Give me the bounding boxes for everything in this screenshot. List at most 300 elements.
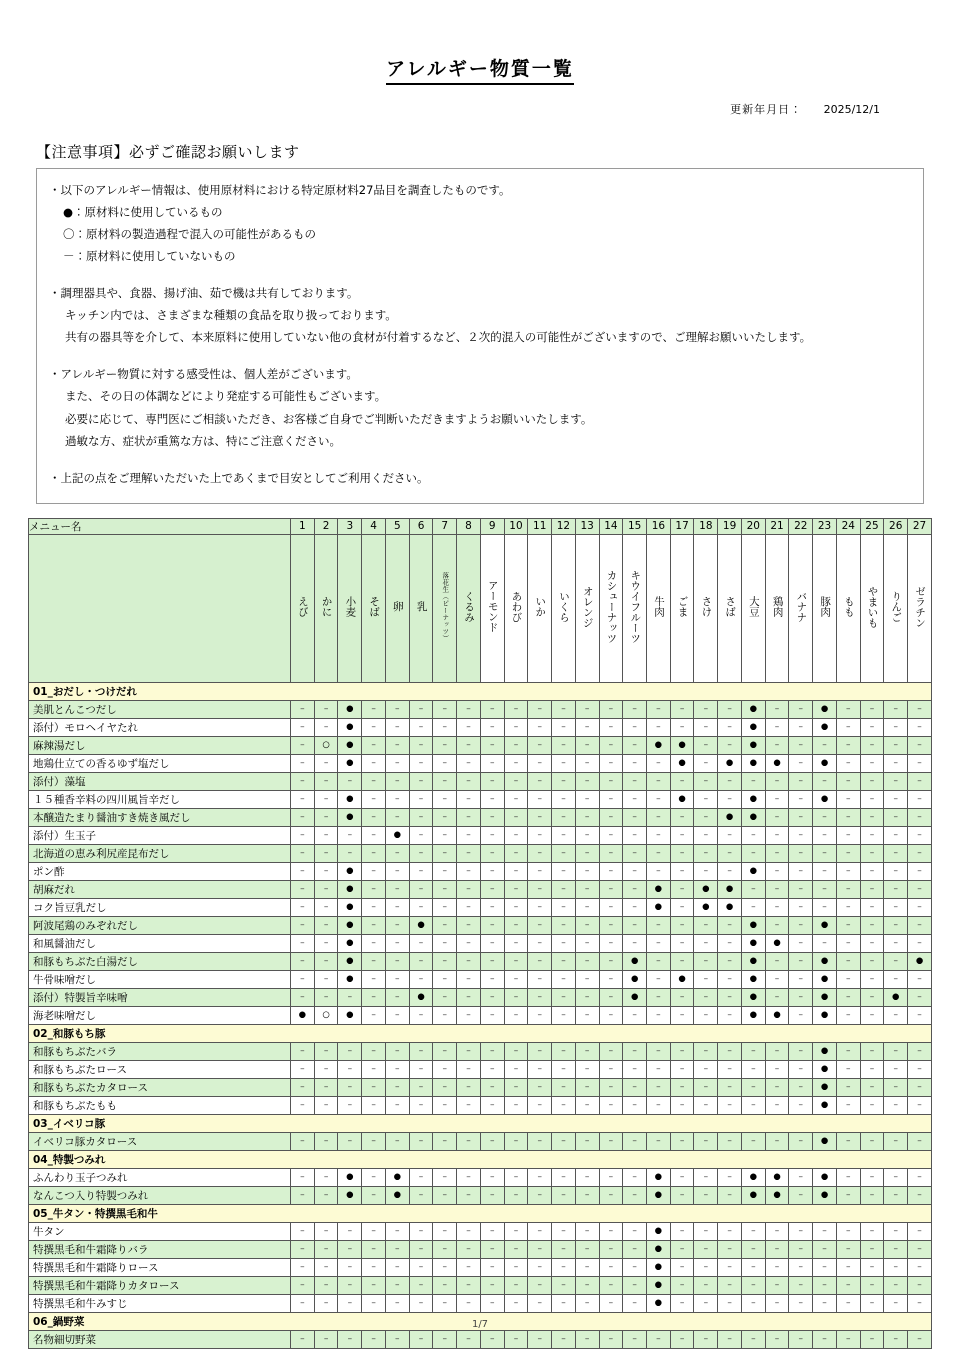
allergen-cell-9: [480, 1042, 504, 1060]
allergen-cell-16: [647, 1240, 671, 1258]
mark-none-icon: [419, 1334, 424, 1344]
allergen-cell-24: [836, 1258, 860, 1276]
table-row: [29, 718, 932, 736]
mark-none-icon: [490, 920, 495, 930]
allergen-cell-2: [314, 862, 338, 880]
allergen-name-15: [623, 534, 647, 682]
allergen-cell-22: [789, 1042, 813, 1060]
allergen-cell-9: [480, 1060, 504, 1078]
mark-none-icon: [893, 920, 898, 930]
mark-none-icon: [727, 1190, 732, 1200]
allergen-cell-21: [765, 826, 789, 844]
allergen-cell-27: [908, 1258, 932, 1276]
mark-none-icon: [443, 1262, 448, 1272]
mark-none-icon: [561, 884, 566, 894]
allergen-cell-4: [362, 1096, 386, 1114]
mark-used-icon: [726, 812, 733, 822]
allergen-cell-9: [480, 772, 504, 790]
mark-used-icon: [821, 758, 828, 768]
mark-none-icon: [751, 1280, 756, 1290]
mark-used-icon: [346, 920, 353, 930]
allergen-cell-9: [480, 952, 504, 970]
allergen-name-25: [860, 534, 884, 682]
allergen-cell-1: [291, 862, 315, 880]
mark-none-icon: [704, 1082, 709, 1092]
mark-none-icon: [917, 848, 922, 858]
mark-none-icon: [656, 1136, 661, 1146]
mark-none-icon: [371, 794, 376, 804]
allergen-cell-14: [599, 1006, 623, 1024]
menu-item-name: 添付）モロヘイヤたれ: [29, 718, 291, 736]
allergen-cell-1: [291, 772, 315, 790]
allergen-cell-20: [741, 1294, 765, 1312]
allergen-cell-5: [385, 754, 409, 772]
notice-spacer: [49, 348, 911, 363]
allergen-cell-24: [836, 1060, 860, 1078]
allergen-cell-9: [480, 1186, 504, 1204]
mark-used-icon: [821, 722, 828, 732]
allergen-cell-17: [670, 970, 694, 988]
allergen-number-27: 27: [908, 518, 932, 534]
mark-none-icon: [609, 758, 614, 768]
mark-none-icon: [371, 902, 376, 912]
mark-none-icon: [846, 1172, 851, 1182]
allergen-cell-12: [552, 1258, 576, 1276]
allergen-cell-1: [291, 1060, 315, 1078]
allergen-cell-23: [813, 826, 837, 844]
menu-item-name: 和豚もちぶたロース: [29, 1060, 291, 1078]
allergen-cell-25: [860, 1006, 884, 1024]
menu-item-name: 添付）生玉子: [29, 826, 291, 844]
mark-none-icon: [870, 866, 875, 876]
mark-none-icon: [561, 902, 566, 912]
allergen-cell-16: [647, 880, 671, 898]
mark-none-icon: [609, 1136, 614, 1146]
mark-none-icon: [466, 1064, 471, 1074]
allergen-cell-12: [552, 718, 576, 736]
mark-none-icon: [585, 974, 590, 984]
mark-none-icon: [324, 1226, 329, 1236]
notice-line: キッチン内では、さまざまな種類の食品を取り扱っております。: [65, 308, 397, 323]
table-row: [29, 1042, 932, 1060]
allergen-cell-15: [623, 700, 647, 718]
allergen-cell-1: [291, 1168, 315, 1186]
mark-none-icon: [727, 1244, 732, 1254]
allergen-cell-22: [789, 916, 813, 934]
mark-none-icon: [609, 956, 614, 966]
allergen-cell-26: [884, 1330, 908, 1348]
mark-none-icon: [727, 776, 732, 786]
mark-used-icon: [750, 992, 757, 1002]
allergen-name-9: [480, 534, 504, 682]
allergen-cell-14: [599, 1078, 623, 1096]
mark-none-icon: [537, 1010, 542, 1020]
allergen-cell-8: [457, 808, 481, 826]
allergen-cell-14: [599, 1276, 623, 1294]
mark-none-icon: [893, 884, 898, 894]
allergen-cell-9: [480, 880, 504, 898]
mark-used-icon: [916, 956, 923, 966]
allergen-cell-23: [813, 1060, 837, 1078]
mark-used-icon: [417, 992, 424, 1002]
allergen-cell-16: [647, 952, 671, 970]
allergen-cell-16: [647, 736, 671, 754]
allergen-number-4: 4: [362, 518, 386, 534]
mark-none-icon: [917, 1190, 922, 1200]
mark-none-icon: [609, 848, 614, 858]
mark-none-icon: [846, 794, 851, 804]
mark-used-icon: [631, 974, 638, 984]
mark-none-icon: [585, 1298, 590, 1308]
allergen-cell-26: [884, 1060, 908, 1078]
allergen-cell-4: [362, 952, 386, 970]
allergen-cell-1: [291, 1006, 315, 1024]
mark-none-icon: [799, 1082, 804, 1092]
mark-none-icon: [799, 776, 804, 786]
mark-none-icon: [632, 1100, 637, 1110]
mark-none-icon: [466, 1334, 471, 1344]
allergen-cell-15: [623, 862, 647, 880]
allergen-cell-16: [647, 970, 671, 988]
allergen-cell-15: [623, 988, 647, 1006]
allergen-cell-26: [884, 970, 908, 988]
allergen-cell-3: [338, 808, 362, 826]
mark-none-icon: [371, 938, 376, 948]
table-row: [29, 1078, 932, 1096]
menu-item-name: 和風醤油だし: [29, 934, 291, 952]
allergen-cell-8: [457, 1258, 481, 1276]
mark-none-icon: [799, 1244, 804, 1254]
mark-none-icon: [324, 1046, 329, 1056]
mark-none-icon: [656, 758, 661, 768]
mark-used-icon: [750, 812, 757, 822]
table-row: [29, 1330, 932, 1348]
mark-none-icon: [704, 1100, 709, 1110]
allergen-number-18: 18: [694, 518, 718, 534]
allergen-cell-22: [789, 808, 813, 826]
mark-none-icon: [704, 1190, 709, 1200]
mark-none-icon: [561, 1244, 566, 1254]
mark-none-icon: [537, 938, 542, 948]
allergen-cell-21: [765, 1168, 789, 1186]
allergen-name-11: [528, 534, 552, 682]
mark-none-icon: [727, 1100, 732, 1110]
allergen-cell-10: [504, 916, 528, 934]
mark-none-icon: [680, 866, 685, 876]
allergen-cell-24: [836, 1042, 860, 1060]
mark-none-icon: [585, 1100, 590, 1110]
mark-none-icon: [443, 1136, 448, 1146]
mark-none-icon: [704, 1172, 709, 1182]
allergen-cell-20: [741, 952, 765, 970]
mark-none-icon: [704, 722, 709, 732]
mark-none-icon: [537, 722, 542, 732]
allergen-cell-3: [338, 1222, 362, 1240]
allergen-cell-25: [860, 1294, 884, 1312]
mark-used-icon: [726, 902, 733, 912]
menu-item-name: 和豚もちぶたカタロース: [29, 1078, 291, 1096]
allergen-cell-14: [599, 880, 623, 898]
mark-none-icon: [893, 830, 898, 840]
allergen-cell-22: [789, 934, 813, 952]
allergen-cell-25: [860, 808, 884, 826]
mark-none-icon: [443, 920, 448, 930]
mark-none-icon: [561, 866, 566, 876]
mark-none-icon: [395, 920, 400, 930]
mark-used-icon: [346, 866, 353, 876]
mark-none-icon: [395, 1334, 400, 1344]
mark-none-icon: [324, 920, 329, 930]
menu-item-name: 北海道の恵み利尻産昆布だし: [29, 844, 291, 862]
allergen-cell-8: [457, 1096, 481, 1114]
allergen-number-22: 22: [789, 518, 813, 534]
mark-none-icon: [632, 740, 637, 750]
allergen-cell-3: [338, 826, 362, 844]
mark-none-icon: [443, 1226, 448, 1236]
mark-none-icon: [490, 938, 495, 948]
allergen-cell-23: [813, 1258, 837, 1276]
allergen-cell-1: [291, 1276, 315, 1294]
allergen-cell-16: [647, 1330, 671, 1348]
allergen-cell-2: [314, 772, 338, 790]
mark-none-icon: [870, 1226, 875, 1236]
mark-none-icon: [443, 830, 448, 840]
mark-none-icon: [799, 866, 804, 876]
mark-none-icon: [917, 1082, 922, 1092]
allergen-cell-9: [480, 970, 504, 988]
mark-none-icon: [537, 1100, 542, 1110]
mark-none-icon: [680, 1298, 685, 1308]
mark-used-icon: [346, 758, 353, 768]
mark-none-icon: [680, 722, 685, 732]
allergen-cell-5: [385, 970, 409, 988]
allergen-cell-1: [291, 754, 315, 772]
allergen-cell-9: [480, 754, 504, 772]
allergen-label: ごま: [676, 596, 689, 618]
allergen-cell-17: [670, 934, 694, 952]
allergen-cell-5: [385, 1078, 409, 1096]
allergen-label: もも: [842, 596, 855, 618]
mark-none-icon: [846, 1010, 851, 1020]
allergen-cell-19: [718, 952, 742, 970]
mark-none-icon: [324, 938, 329, 948]
mark-none-icon: [514, 974, 519, 984]
allergen-cell-13: [575, 952, 599, 970]
allergen-table: [28, 518, 932, 1349]
category-row: [29, 1114, 932, 1132]
mark-none-icon: [704, 1280, 709, 1290]
mark-none-icon: [799, 1064, 804, 1074]
allergen-number-7: 7: [433, 518, 457, 534]
mark-none-icon: [490, 974, 495, 984]
allergen-cell-13: [575, 1330, 599, 1348]
mark-none-icon: [775, 866, 780, 876]
mark-none-icon: [727, 704, 732, 714]
allergen-cell-4: [362, 700, 386, 718]
allergen-cell-15: [623, 1078, 647, 1096]
allergen-cell-7: [433, 790, 457, 808]
mark-none-icon: [490, 740, 495, 750]
table-row: [29, 1222, 932, 1240]
mark-none-icon: [632, 938, 637, 948]
mark-none-icon: [680, 1064, 685, 1074]
allergen-cell-2: [314, 1042, 338, 1060]
mark-none-icon: [300, 992, 305, 1002]
allergen-cell-13: [575, 1060, 599, 1078]
allergen-name-12: [552, 534, 576, 682]
mark-used-icon: [655, 1244, 662, 1254]
allergen-cell-7: [433, 898, 457, 916]
allergen-cell-11: [528, 934, 552, 952]
mark-none-icon: [419, 1190, 424, 1200]
allergen-cell-19: [718, 1330, 742, 1348]
allergen-cell-15: [623, 1132, 647, 1150]
allergen-cell-27: [908, 934, 932, 952]
allergen-cell-13: [575, 1222, 599, 1240]
mark-none-icon: [514, 1298, 519, 1308]
allergen-cell-4: [362, 808, 386, 826]
allergen-cell-21: [765, 754, 789, 772]
mark-none-icon: [680, 1190, 685, 1200]
allergen-cell-21: [765, 1042, 789, 1060]
mark-used-icon: [750, 1172, 757, 1182]
allergen-cell-12: [552, 700, 576, 718]
mark-none-icon: [585, 1262, 590, 1272]
allergen-cell-4: [362, 790, 386, 808]
mark-none-icon: [893, 1010, 898, 1020]
allergen-cell-6: [409, 700, 433, 718]
mark-none-icon: [585, 740, 590, 750]
allergen-cell-3: [338, 844, 362, 862]
mark-none-icon: [490, 812, 495, 822]
mark-none-icon: [680, 1082, 685, 1092]
notice-heading: 【注意事項】必ずご確認お願いします: [36, 142, 300, 161]
allergen-cell-14: [599, 754, 623, 772]
allergen-cell-27: [908, 898, 932, 916]
allergen-cell-25: [860, 1330, 884, 1348]
mark-none-icon: [775, 1100, 780, 1110]
mark-none-icon: [704, 740, 709, 750]
mark-none-icon: [751, 1226, 756, 1236]
mark-none-icon: [585, 1190, 590, 1200]
allergen-cell-26: [884, 862, 908, 880]
allergen-label: かに: [320, 596, 333, 618]
mark-none-icon: [846, 1082, 851, 1092]
title-area: [28, 0, 932, 85]
mark-none-icon: [917, 1172, 922, 1182]
table-row: [29, 970, 932, 988]
allergen-cell-1: [291, 826, 315, 844]
updated-value: 2025/12/1: [823, 102, 880, 116]
mark-none-icon: [371, 1046, 376, 1056]
mark-none-icon: [917, 740, 922, 750]
allergen-cell-15: [623, 844, 647, 862]
mark-none-icon: [893, 938, 898, 948]
mark-used-icon: [346, 812, 353, 822]
allergen-cell-13: [575, 1096, 599, 1114]
allergen-cell-20: [741, 988, 765, 1006]
allergen-cell-21: [765, 1258, 789, 1276]
allergen-cell-3: [338, 718, 362, 736]
allergen-cell-2: [314, 916, 338, 934]
mark-none-icon: [775, 1280, 780, 1290]
allergen-cell-5: [385, 1042, 409, 1060]
allergen-cell-14: [599, 1186, 623, 1204]
allergen-cell-16: [647, 1060, 671, 1078]
mark-none-icon: [395, 740, 400, 750]
allergen-cell-24: [836, 1078, 860, 1096]
allergen-number-2: 2: [314, 518, 338, 534]
mark-none-icon: [585, 1172, 590, 1182]
allergen-cell-13: [575, 970, 599, 988]
allergen-cell-22: [789, 736, 813, 754]
allergen-cell-5: [385, 1186, 409, 1204]
allergen-cell-10: [504, 1276, 528, 1294]
mark-none-icon: [775, 884, 780, 894]
allergen-cell-3: [338, 772, 362, 790]
allergen-cell-2: [314, 1258, 338, 1276]
mark-none-icon: [775, 722, 780, 732]
mark-used-icon: [821, 1190, 828, 1200]
allergen-cell-11: [528, 700, 552, 718]
mark-none-icon: [561, 920, 566, 930]
allergen-cell-26: [884, 754, 908, 772]
mark-none-icon: [704, 1244, 709, 1254]
allergen-cell-25: [860, 862, 884, 880]
allergen-cell-7: [433, 1222, 457, 1240]
allergen-label: さけ: [700, 596, 713, 618]
allergen-cell-11: [528, 1330, 552, 1348]
mark-maycontain-icon: [322, 740, 329, 750]
allergen-cell-10: [504, 718, 528, 736]
mark-used-icon: [773, 1172, 780, 1182]
allergen-cell-26: [884, 1294, 908, 1312]
mark-none-icon: [727, 1298, 732, 1308]
allergen-cell-26: [884, 1096, 908, 1114]
mark-none-icon: [537, 776, 542, 786]
mark-none-icon: [609, 1262, 614, 1272]
mark-none-icon: [704, 776, 709, 786]
mark-none-icon: [799, 920, 804, 930]
allergen-cell-14: [599, 844, 623, 862]
mark-none-icon: [561, 1010, 566, 1020]
mark-none-icon: [395, 884, 400, 894]
mark-none-icon: [443, 1334, 448, 1344]
allergen-cell-21: [765, 934, 789, 952]
allergen-cell-3: [338, 934, 362, 952]
allergen-cell-12: [552, 736, 576, 754]
allergen-cell-19: [718, 844, 742, 862]
allergen-cell-22: [789, 1060, 813, 1078]
allergen-cell-22: [789, 1168, 813, 1186]
allergen-cell-16: [647, 718, 671, 736]
allergen-cell-6: [409, 1006, 433, 1024]
mark-none-icon: [704, 794, 709, 804]
mark-none-icon: [727, 1010, 732, 1020]
allergen-cell-26: [884, 844, 908, 862]
mark-none-icon: [300, 1172, 305, 1182]
mark-none-icon: [561, 1298, 566, 1308]
mark-none-icon: [466, 902, 471, 912]
allergen-cell-1: [291, 1240, 315, 1258]
mark-none-icon: [799, 848, 804, 858]
mark-none-icon: [490, 1064, 495, 1074]
mark-none-icon: [846, 1244, 851, 1254]
mark-none-icon: [466, 794, 471, 804]
allergen-cell-12: [552, 880, 576, 898]
mark-none-icon: [656, 830, 661, 840]
allergen-cell-2: [314, 898, 338, 916]
